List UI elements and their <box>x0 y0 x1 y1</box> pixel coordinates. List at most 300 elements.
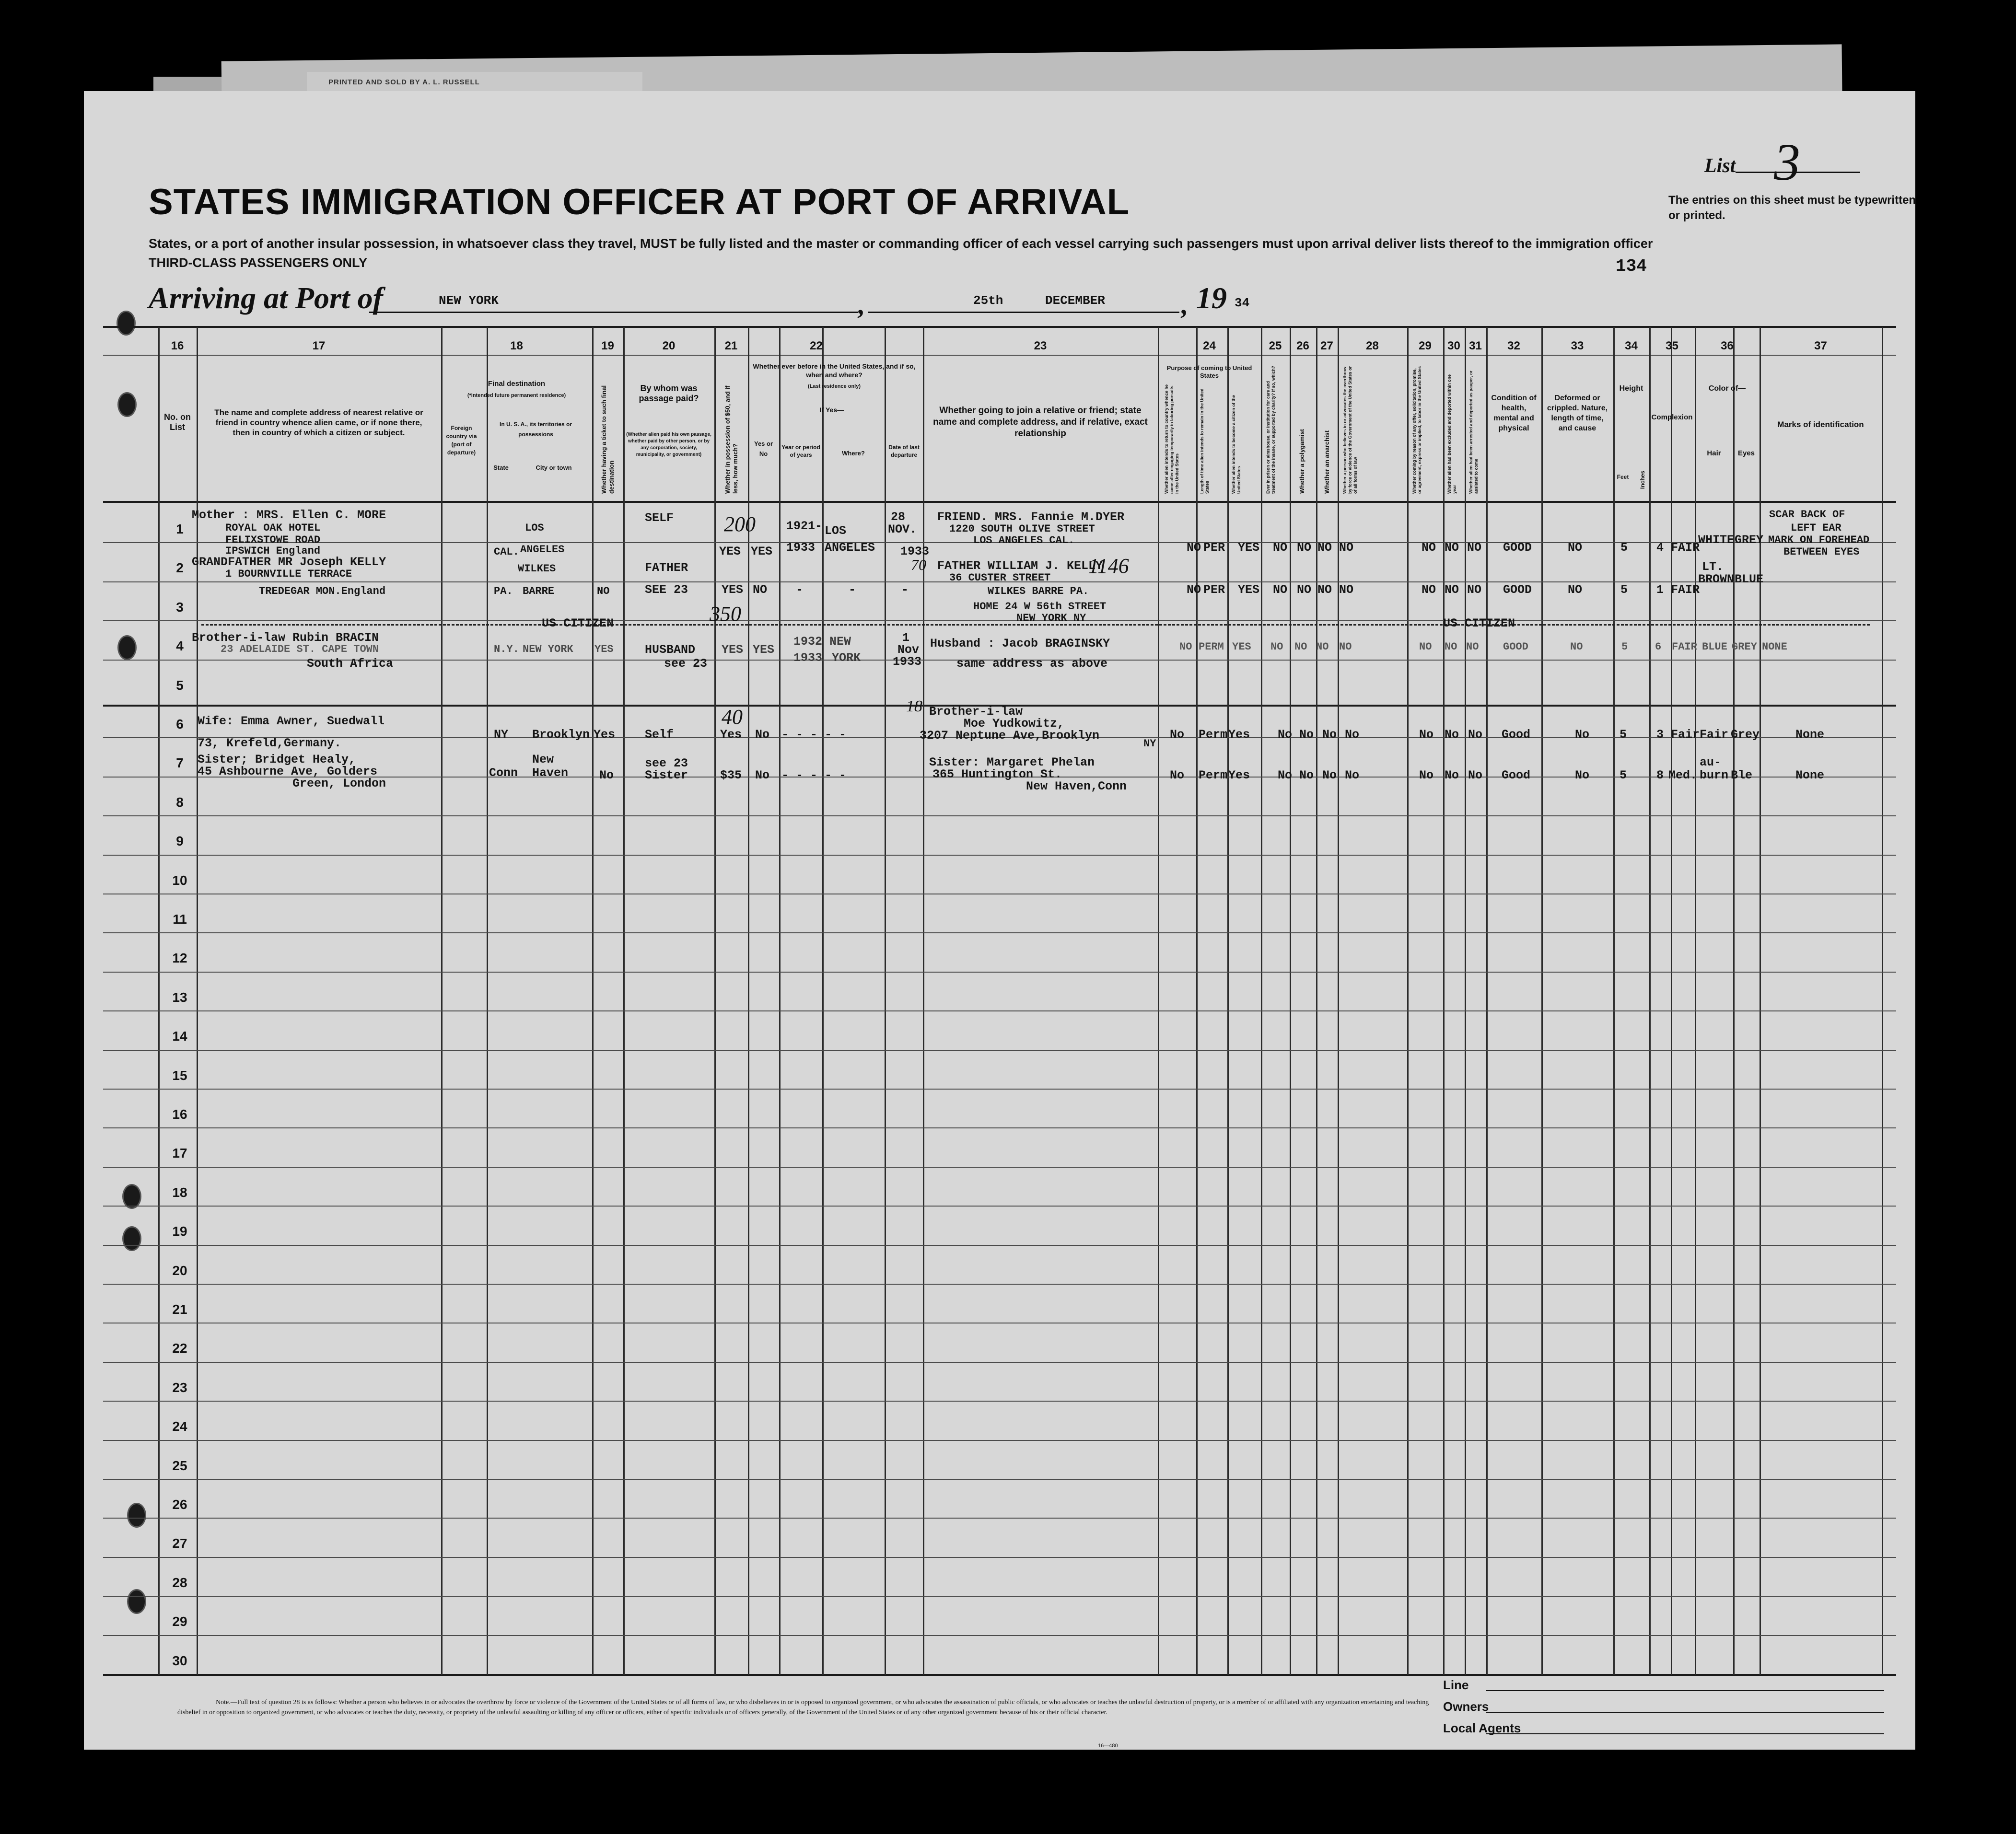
r1-relative-address: IPSWICH England <box>225 545 321 557</box>
header-ticket: Whether having a ticket to such final destination <box>600 385 615 494</box>
r1-return: NO <box>1187 541 1201 555</box>
r4-c25: NO <box>1270 641 1283 653</box>
binder-hole <box>117 392 137 417</box>
port-value: NEW YORK <box>439 293 499 308</box>
row-number: 14 <box>172 1029 187 1044</box>
r2-citizen: YES <box>1238 583 1260 597</box>
colnum-31: 31 <box>1469 339 1482 352</box>
r4-health: GOOD <box>1503 641 1528 653</box>
row-divider <box>103 1245 1896 1246</box>
r6-return: No <box>1170 728 1185 742</box>
r7-hair: burn <box>1700 768 1729 782</box>
r6-c29: No <box>1419 728 1434 742</box>
r2-join: FATHER WILLIAM J. KELLY <box>937 559 1103 573</box>
r1-paid-by: SELF <box>645 511 674 525</box>
r4-money: YES <box>722 643 744 657</box>
header-before-us-note: (Last residence only) <box>807 383 861 389</box>
arrival-month: DECEMBER <box>1045 293 1105 308</box>
r7-length: Perm <box>1199 768 1228 782</box>
r7-money: $35 <box>720 768 742 782</box>
row-number: 27 <box>172 1536 187 1551</box>
row-number: 28 <box>172 1575 187 1590</box>
r6-money: Yes <box>720 728 742 742</box>
r6-feet: 5 <box>1620 728 1627 742</box>
row-number: 4 <box>176 638 184 653</box>
header-passage-paid: By whom was passage paid? <box>639 383 699 403</box>
r6-deformed: No <box>1575 728 1590 742</box>
header-complexion: Complexion <box>1651 413 1693 421</box>
r4-relative: Brother-i-law Rubin BRACIN <box>192 631 379 645</box>
r7-c29: No <box>1419 768 1434 782</box>
row-number: 25 <box>172 1458 187 1473</box>
r1-join: FRIEND. MRS. Fannie M.DYER <box>937 510 1125 524</box>
date-line <box>868 312 1179 313</box>
r1-years: 1921- <box>786 519 823 533</box>
header-money: Whether in possession of $50, and if less, how much? <box>724 385 739 494</box>
r7-paid-by: see 23 <box>645 756 688 770</box>
col-border <box>1882 327 1883 1675</box>
r1-c27: NO <box>1317 541 1332 555</box>
r4-c31: NO <box>1466 641 1479 653</box>
r4-ticket: YES <box>594 643 614 655</box>
r4-complexion: FAIR <box>1672 641 1697 653</box>
colnum-20: 20 <box>662 339 676 352</box>
r2-dash: - <box>901 583 909 597</box>
r2-handwritten-id: 1146 <box>1088 554 1129 578</box>
r7-return: No <box>1170 768 1185 782</box>
r6-before-us: No <box>755 728 770 742</box>
col-border <box>1261 327 1262 1675</box>
r1-c30: NO <box>1445 541 1459 555</box>
sequence-number: 134 <box>1616 256 1647 276</box>
row-number: 26 <box>172 1497 187 1512</box>
r7-c28: No <box>1345 768 1360 782</box>
col-border <box>1443 327 1445 1675</box>
r2-paid-by: FATHER <box>645 561 688 575</box>
header-polygamist: Whether a polygamist <box>1298 429 1305 494</box>
row-divider <box>103 1127 1896 1128</box>
question-28-note: Note.—Full text of question 28 is as follows: Whether a person who believes in or advocates the overthrow by force or violence of the Government of the United States or of all forms of law, or who disbelieves in or is opposed to organized government, or who advocates the assassination of public officials, or who advocates or teaches the unlawful destruction of property, or is a member of or affiliated with any organization entertaining and teaching disbelief in or opposition to organized government, or who advocates or teaches the duty, necessity, or propriety of the unlawful assaulting or killing of any officer or officers, either of specific individuals or of officers generally, of the Government of the United States or of any other organized government because of his or their official character. <box>177 1699 1429 1716</box>
row-number: 21 <box>172 1302 187 1317</box>
header-color: Color of— <box>1708 384 1746 393</box>
header-years: Year or period of years <box>781 444 820 458</box>
r4-marks: NONE <box>1762 641 1787 653</box>
r4-city: NEW YORK <box>523 643 573 655</box>
r6-c31: No <box>1468 728 1483 742</box>
list-label: List <box>1704 155 1736 177</box>
r4-join-address: same address as above <box>956 657 1108 671</box>
r2-c25: NO <box>1273 583 1288 597</box>
r7-state: Conn <box>489 766 518 780</box>
header-last-departure: Date of last departure <box>888 444 920 458</box>
r6-join-name: Moe Yudkowitz, <box>964 717 1065 731</box>
agents-signature <box>1486 1733 1884 1734</box>
row-number: 24 <box>172 1419 187 1434</box>
colnum-18: 18 <box>510 339 523 352</box>
row-number: 1 <box>176 522 184 536</box>
colnum-21: 21 <box>724 339 738 352</box>
row-divider <box>103 620 1896 621</box>
r6-handwritten-mark: 18 <box>906 697 922 715</box>
r2-complexion: FAIR <box>1671 583 1700 597</box>
r1-eyes: GREY <box>1735 533 1764 547</box>
r6-join: Brother-i-law <box>929 705 1023 719</box>
r6-c28: No <box>1345 728 1360 742</box>
table-top-border <box>103 326 1896 328</box>
row-divider <box>103 1518 1896 1519</box>
r2-ticket: NO <box>597 585 610 597</box>
r2-deformed: NO <box>1568 583 1583 597</box>
row-divider <box>103 1440 1896 1441</box>
row-divider <box>103 855 1896 856</box>
r3-home: HOME 24 W 56th STREET <box>973 601 1107 613</box>
binder-hole <box>122 1226 141 1251</box>
r7-hair: au- <box>1700 755 1722 769</box>
r2-inches: 1 <box>1656 583 1664 597</box>
r2-length: PER <box>1203 583 1225 597</box>
r1-marks: LEFT EAR <box>1791 522 1841 534</box>
r6-c25: No <box>1278 728 1293 742</box>
r4-inches: 6 <box>1655 641 1662 653</box>
header-eyes: Eyes <box>1737 449 1755 457</box>
r2-relative-address: TREDEGAR MON.England <box>259 585 386 597</box>
header-labor-offer: Whether coming by reason of any offer, solicitation, promise, or agreement, express or implied, to labor in the United States <box>1412 366 1422 494</box>
r1-hair: WHITE <box>1698 533 1735 547</box>
r4-eyes: GREY <box>1732 641 1757 653</box>
header-join-relative: Whether going to join a relative or friend; state name and complete address, and if relative, exact relationship <box>933 406 1148 439</box>
owners-label: Owners <box>1443 1699 1489 1714</box>
r6-join-address: 3207 Neptune Ave,Brooklyn <box>920 729 1100 743</box>
r4-c26: NO <box>1294 641 1307 653</box>
r2-eyes: BLUE <box>1735 572 1764 586</box>
r2-dash: - <box>796 583 804 597</box>
r4-c28: NO <box>1339 641 1352 653</box>
colnum-28: 28 <box>1366 339 1379 352</box>
r7-deformed: No <box>1575 768 1590 782</box>
col-border <box>1486 327 1488 1675</box>
col-border <box>441 327 443 1675</box>
year-suffix: 34 <box>1235 296 1250 310</box>
col-border <box>158 327 160 1675</box>
header-purpose: Purpose of coming to United States <box>1166 364 1252 379</box>
r6-complexion: Fair <box>1671 728 1700 742</box>
row-number: 2 <box>176 560 184 575</box>
port-line <box>369 312 858 313</box>
r2-money: YES <box>722 583 744 597</box>
col-border <box>1338 327 1339 1675</box>
row-divider <box>103 1596 1896 1597</box>
header-marks: Marks of identification <box>1777 420 1864 429</box>
binder-hole <box>127 1589 146 1614</box>
colnum-33: 33 <box>1571 339 1584 352</box>
r4-where: NEW <box>829 635 851 649</box>
r3-home: NEW YORK NY <box>1016 612 1086 624</box>
r2-paid-by: SEE 23 <box>645 583 688 597</box>
form-code: 16—480 <box>1098 1743 1118 1749</box>
r2-before-us: NO <box>753 583 768 597</box>
r7-c26: No <box>1299 768 1314 782</box>
r7-before-us: No <box>755 768 770 782</box>
row-number: 5 <box>176 678 184 693</box>
col-border <box>714 327 716 1675</box>
r4-paid-by: see 23 <box>664 657 708 671</box>
header-feet: Feet <box>1617 474 1629 480</box>
r6-c30: No <box>1445 728 1459 742</box>
r4-join: Husband : Jacob BRAGINSKY <box>930 637 1110 650</box>
r2-city: BARRE <box>523 585 555 597</box>
r1-join-address: 1220 SOUTH OLIVE STREET <box>949 523 1095 535</box>
header-return-intent: Whether alien intends to return to country whence he came after engaging temporarily in laboring pursuits in the United States <box>1164 384 1179 494</box>
row-divider <box>103 1362 1896 1363</box>
binder-hole <box>117 635 137 660</box>
r1-complexion: FAIR <box>1671 541 1700 555</box>
r7-city: Haven <box>532 766 569 780</box>
r6-dashes: - - - - - <box>781 728 847 742</box>
r1-c25: NO <box>1273 541 1288 555</box>
form-subtitle: States, or a port of another insular possession, in whatsoever class they travel, MUST be fully listed and the master or commanding officer of each vessel carrying such passengers must upon arrival deliver lists thereof to the immigration officer <box>149 236 1653 251</box>
row-number: 10 <box>172 873 187 888</box>
colnum-35: 35 <box>1666 339 1678 352</box>
r7-relative-address: 45 Ashbourne Ave, Golders <box>198 765 378 778</box>
colnum-16: 16 <box>171 339 184 352</box>
col-border <box>1158 327 1159 1675</box>
binder-hole <box>127 1503 146 1528</box>
row-divider <box>103 1401 1896 1402</box>
header-in-usa: In U. S. A., its territories or possessions <box>500 421 572 438</box>
year-prefix: 19 <box>1196 281 1227 315</box>
r1-where: LOS <box>825 524 847 538</box>
r6-hair: Fair <box>1700 728 1729 742</box>
col-border <box>1613 327 1615 1675</box>
r7-c30: No <box>1445 768 1459 782</box>
header-excluded: Whether alien had been excluded and deported within one year <box>1447 374 1457 494</box>
colnum-34: 34 <box>1625 339 1638 352</box>
header-nearest-relative: The name and complete address of nearest relative or friend in country whence alien came, or if none there, then in country of which a citizen or subject. <box>214 408 423 437</box>
row-divider <box>103 932 1896 933</box>
header-inches: Inches <box>1639 470 1646 489</box>
r4-return: NO <box>1179 641 1192 653</box>
row-number: 30 <box>172 1653 187 1668</box>
header-length-stay: Length of time alien intends to remain in the United States <box>1200 388 1210 494</box>
printer-tab-text: PRINTED AND SOLD BY A. L. RUSSELL <box>328 78 480 86</box>
r1-health: GOOD <box>1503 541 1532 555</box>
r7-c27: No <box>1322 768 1337 782</box>
row-divider <box>103 1167 1896 1168</box>
r4-departure: 1933 <box>893 655 922 669</box>
row-number: 19 <box>172 1224 187 1239</box>
header-deformed: Deformed or crippled. Nature, length of time, and cause <box>1547 394 1608 432</box>
row-number: 11 <box>173 912 187 927</box>
colnum-23: 23 <box>1034 339 1047 352</box>
r4-before-us: YES <box>753 643 775 657</box>
r1-relative: Mother : MRS. Ellen C. MORE <box>192 508 386 522</box>
row-number: 17 <box>172 1146 187 1161</box>
r6-ticket: Yes <box>594 728 616 742</box>
header-final-destination-note: (*Intended future permanent residence) <box>467 393 566 398</box>
r2-return: NO <box>1187 583 1201 597</box>
r2-join-address: 36 CUSTER STREET <box>949 572 1051 584</box>
r2-c31: NO <box>1467 583 1482 597</box>
comma-1: , <box>857 290 864 320</box>
col-border <box>1407 327 1409 1675</box>
r1-c28: NO <box>1339 541 1354 555</box>
r7-eyes: Ble <box>1731 768 1753 782</box>
r7-relative: Sister; Bridget Healy, <box>198 753 356 766</box>
row-divider <box>103 1635 1896 1636</box>
r7-relative-city: Green, London <box>292 777 386 790</box>
row-divider <box>103 1479 1896 1480</box>
r3-us-citizen: US CITIZEN <box>542 616 614 630</box>
comma-2: , <box>1180 290 1187 320</box>
header-citizen-intent: Whether alien intends to become a citizen of the United States <box>1231 395 1241 494</box>
row-number: 8 <box>176 795 184 810</box>
row-number: 13 <box>172 990 187 1005</box>
colnum-32: 32 <box>1507 339 1520 352</box>
r6-paid-by: Self <box>645 728 674 742</box>
r1-c26: NO <box>1297 541 1312 555</box>
r2-c27: NO <box>1317 583 1332 597</box>
colnum-17: 17 <box>312 339 326 352</box>
form-title: STATES IMMIGRATION OFFICER AT PORT OF ARRIVAL <box>149 182 1130 222</box>
header-before-us: Whether ever before in the United States, and if so, when and where? <box>753 362 916 379</box>
r1-state: CAL. <box>494 546 519 558</box>
list-underline <box>1736 172 1860 173</box>
r6-length: Perm <box>1199 728 1228 742</box>
r4-c30: NO <box>1445 641 1457 653</box>
row-number: 16 <box>172 1107 187 1122</box>
row-number: 3 <box>176 600 184 615</box>
r7-join-city: New Haven,Conn <box>1026 779 1127 793</box>
r7-join: Sister: Margaret Phelan <box>929 755 1095 769</box>
r6-health: Good <box>1502 728 1531 742</box>
col-border <box>779 327 781 1675</box>
row-divider <box>103 1010 1896 1011</box>
r7-city: New <box>532 753 554 766</box>
header-prison: Ever in prison or almshouse, or institution for care and treatment of the insane, or supported by charity? If so, which? <box>1266 365 1276 494</box>
row-number: 15 <box>172 1068 187 1083</box>
r4-departure: Nov <box>897 643 920 657</box>
header-bottom-border <box>103 501 1896 503</box>
r1-money-handwritten: 200 <box>724 512 756 536</box>
r2-state: PA. <box>494 585 513 597</box>
col-border <box>1465 327 1466 1675</box>
arriving-label: Arriving at Port of <box>149 281 383 315</box>
table-bottom-border <box>103 1674 1896 1676</box>
r4-years: 1933 <box>793 651 823 665</box>
row-divider <box>103 1050 1896 1051</box>
row-divider <box>103 1206 1896 1207</box>
colnum-30: 30 <box>1447 339 1460 352</box>
col-border <box>1671 327 1672 1675</box>
r4-where: YORK <box>832 651 861 665</box>
header-no-on-list: No. on List <box>164 412 191 432</box>
r2-c30: NO <box>1445 583 1459 597</box>
r2-city: WILKES <box>518 563 556 575</box>
r1-citizen: YES <box>1238 541 1260 555</box>
r6-marks: None <box>1795 728 1825 742</box>
row-number: 22 <box>172 1341 187 1356</box>
header-state: State <box>493 464 509 471</box>
header-height: Height <box>1619 384 1643 393</box>
col-border <box>822 327 824 1675</box>
header-city: City or town <box>536 464 572 471</box>
r6-c26: No <box>1299 728 1314 742</box>
row-number: 23 <box>172 1380 187 1395</box>
col-border <box>1316 327 1317 1675</box>
r6-join-state: NY <box>1143 738 1156 750</box>
header-passage-note: (Whether alien paid his own passage, whether paid by other person, or by any corporation, society, municipality, or government) <box>626 432 711 457</box>
line-label: Line <box>1443 1678 1469 1692</box>
r7-c31: No <box>1468 768 1483 782</box>
r6-citizen: Yes <box>1228 728 1250 742</box>
r6-city: Brooklyn <box>532 728 590 742</box>
header-final-destination: Final destination <box>488 380 546 388</box>
row-divider <box>103 815 1896 816</box>
r7-feet: 5 <box>1620 768 1627 782</box>
r7-dashes: - - - - - <box>781 768 847 782</box>
r2-handwritten-mark: 70 <box>911 556 926 573</box>
r4-years: 1932 <box>793 635 823 649</box>
r1-inches: 4 <box>1656 541 1664 555</box>
r2-c26: NO <box>1297 583 1312 597</box>
r1-join-city: LOS ANGELES CAL. <box>973 534 1075 546</box>
r4-c29: NO <box>1419 641 1432 653</box>
row-divider <box>103 1089 1896 1090</box>
r6-c27: No <box>1322 728 1337 742</box>
r1-relative-address: FELIXSTOWE ROAD <box>225 534 321 546</box>
r1-before-us: YES <box>751 545 773 558</box>
binder-hole <box>117 311 136 336</box>
r7-citizen: Yes <box>1228 768 1250 782</box>
r2-c29: NO <box>1422 583 1436 597</box>
col-border <box>592 327 594 1675</box>
header-yes-no: Yes or No <box>754 440 773 457</box>
r7-health: Good <box>1502 768 1531 782</box>
row-number: 7 <box>176 755 184 770</box>
colnum-24: 24 <box>1203 339 1216 352</box>
r4-feet: 5 <box>1621 641 1628 653</box>
r2-dash: - <box>849 583 856 597</box>
colnum-19: 19 <box>601 339 614 352</box>
list-number: 3 <box>1774 133 1800 191</box>
col-border <box>1290 327 1291 1675</box>
r2-c28: NO <box>1339 583 1354 597</box>
r7-join-address: 365 Huntington St. <box>932 767 1062 781</box>
colnum-29: 29 <box>1419 339 1432 352</box>
r3-us-citizen-right: US CITIZEN <box>1443 616 1515 630</box>
r1-feet: 5 <box>1620 541 1628 555</box>
passenger-class: THIRD-CLASS PASSENGERS ONLY <box>149 255 368 270</box>
r7-complexion: Med. <box>1668 768 1698 782</box>
r6-relative: Wife: Emma Awner, Suedwall <box>198 714 385 728</box>
r1-marks: MARK ON FOREHEAD <box>1768 534 1870 546</box>
r7-paid-by: Sister <box>645 768 688 782</box>
row-number: 18 <box>172 1185 187 1200</box>
r4-deformed: NO <box>1570 641 1583 653</box>
r6-eyes: Grey <box>1731 728 1760 742</box>
arrival-day: 25th <box>973 293 1003 308</box>
header-anarchist: Whether an anarchist <box>1323 430 1330 494</box>
r1-deformed: NO <box>1568 541 1583 555</box>
sheet-instruction: The entries on this sheet must be typewritten or printed. <box>1668 194 1916 222</box>
col-border <box>623 327 625 1675</box>
col-border <box>885 327 886 1675</box>
r4-hair: BLUE <box>1702 641 1727 653</box>
header-if-yes: If Yes— <box>819 406 844 414</box>
r4-relative-country: South Africa <box>307 657 394 671</box>
line-signature <box>1486 1690 1884 1691</box>
row-divider <box>103 1284 1896 1285</box>
